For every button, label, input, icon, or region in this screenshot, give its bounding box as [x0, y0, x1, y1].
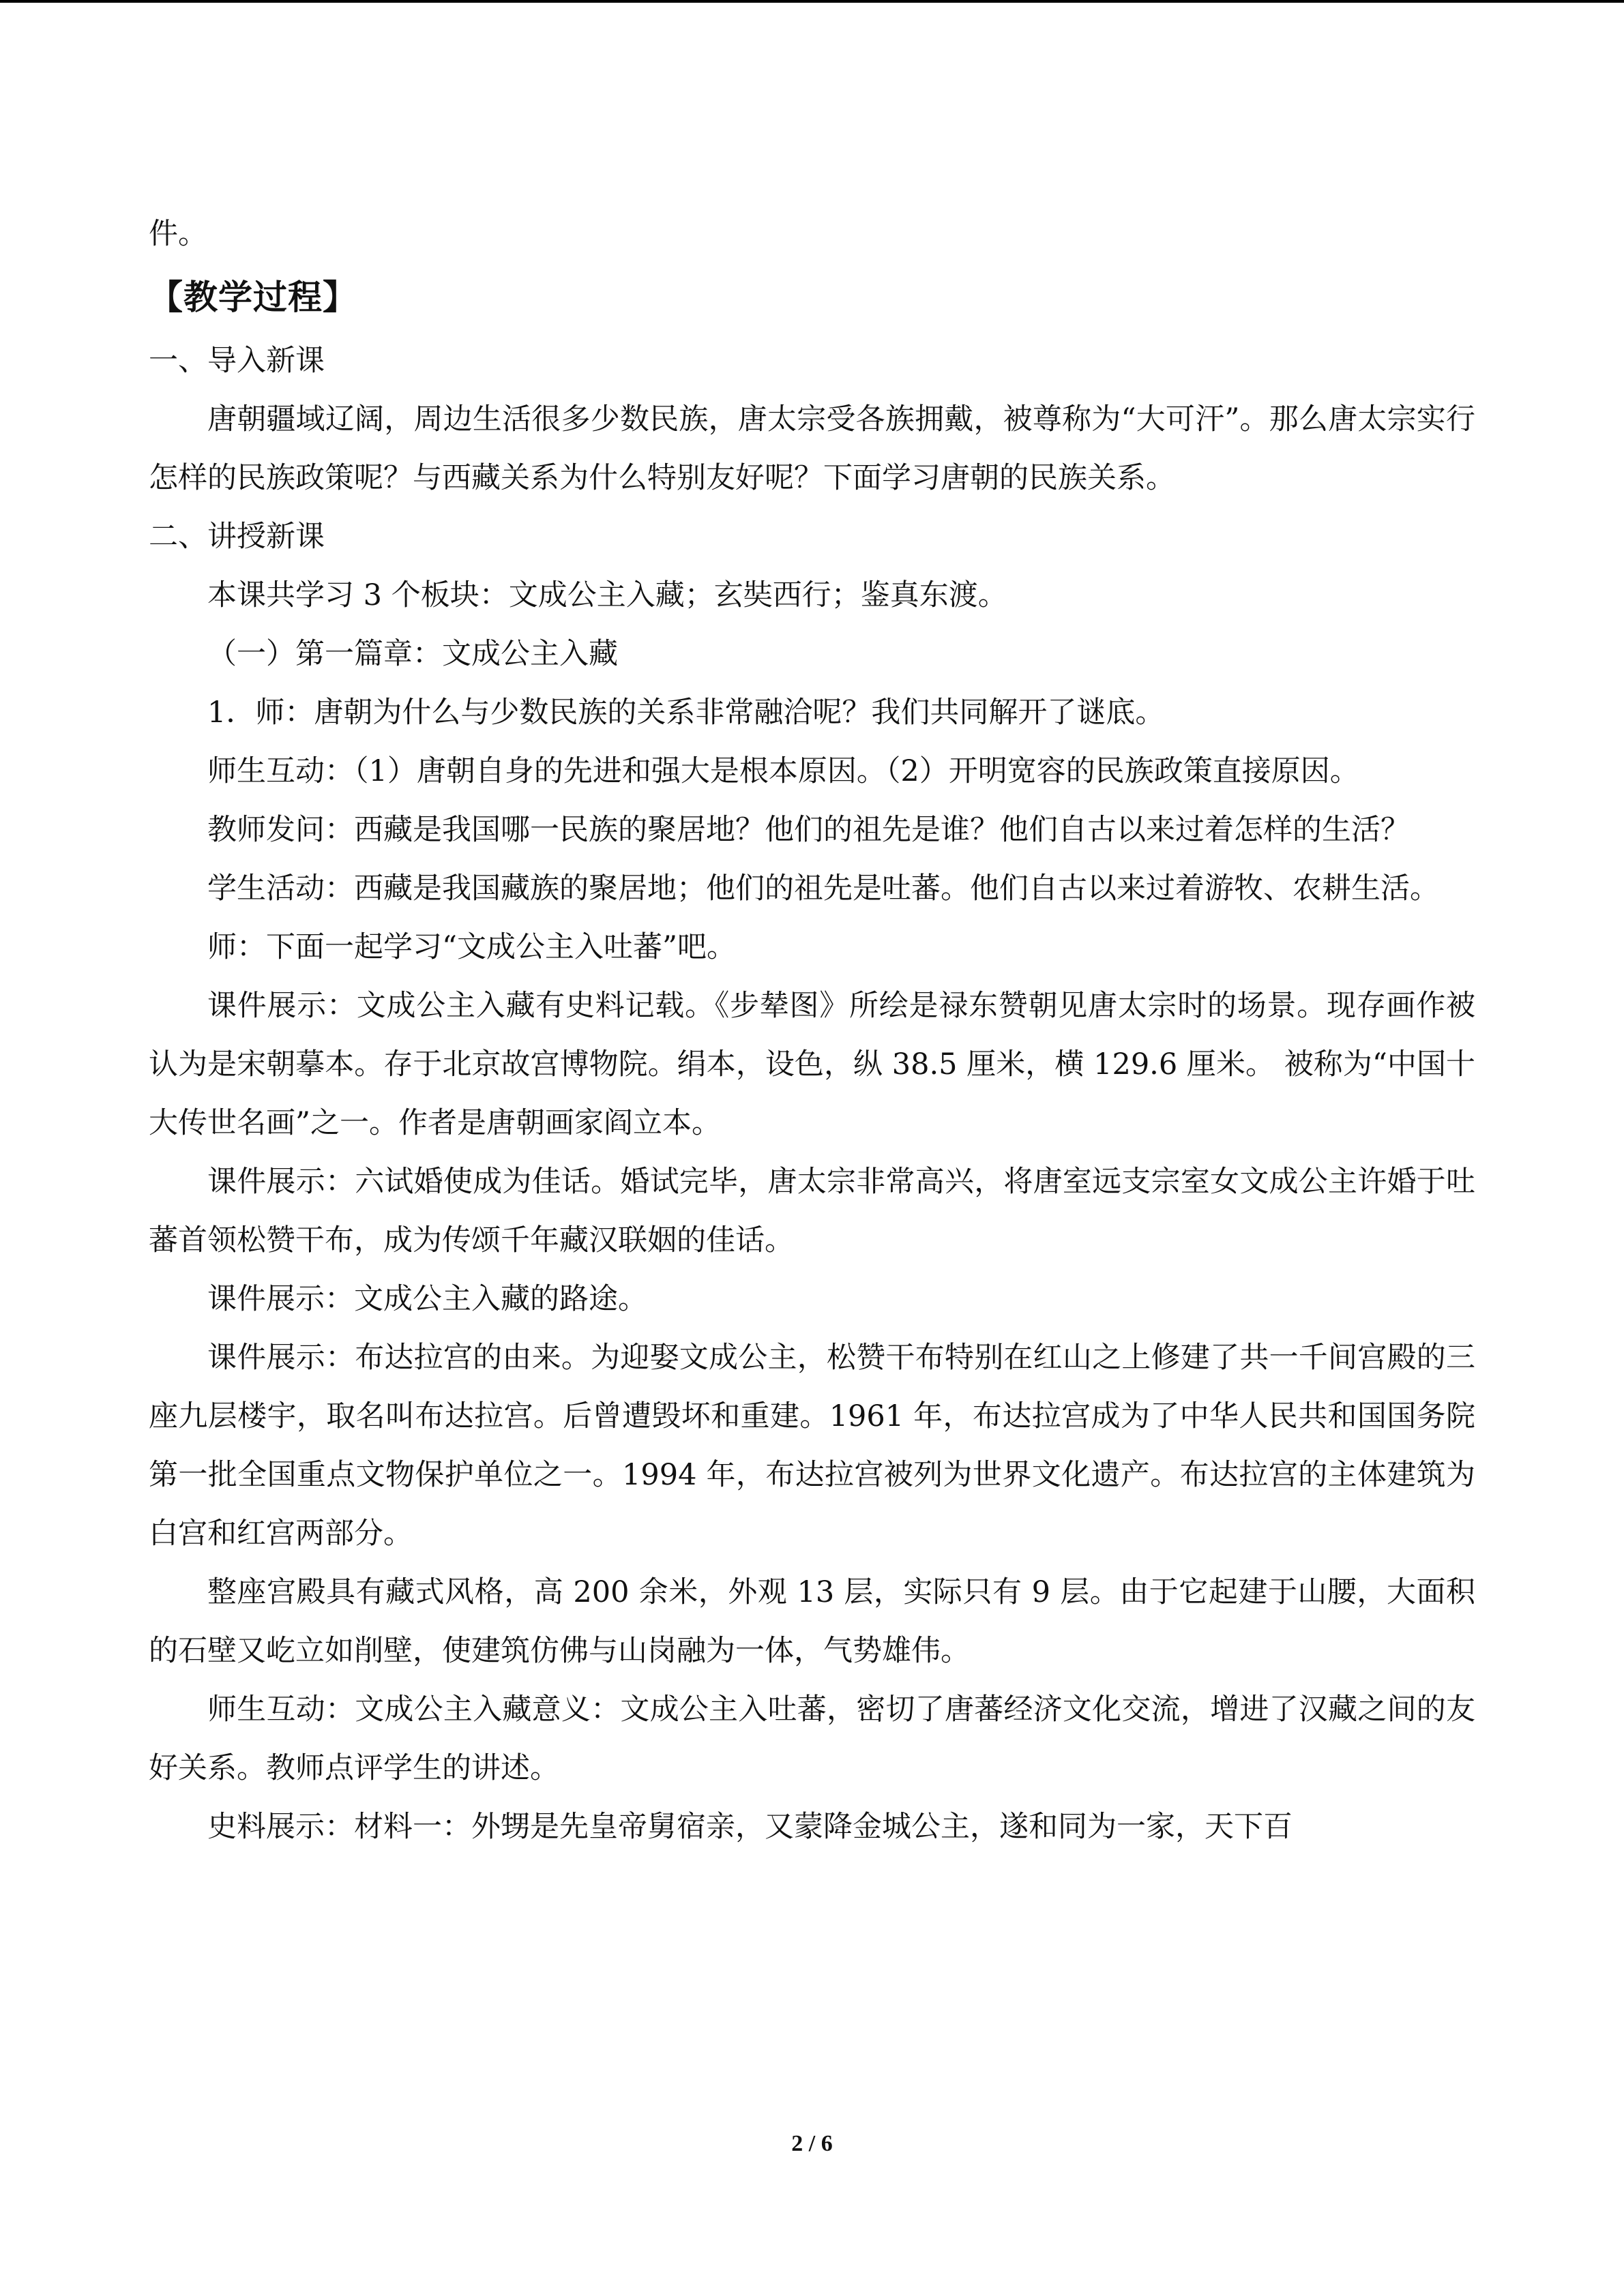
subheading-teach-new-lesson: 二、讲授新课 [149, 520, 325, 554]
paragraph-courseware-painting: 课件展示：文成公主入藏有史料记载。《步辇图》所绘是禄东赞朝见唐太宗时的场景。现存画作被认为是宋朝摹本。存于北京故宫博物院。绢本，设色，纵 38.5 厘米，横 129.6 厘米。 被称为“中国十大传世名画”之一。作者是唐朝画家阎立本。 [149, 989, 1475, 1140]
paragraph-intro: 唐朝疆域辽阔，周边生活很多少数民族，唐太宗受各族拥戴，被尊称为“大可汗”。那么唐太宗实行怎样的民族政策呢？与西藏关系为什么特别友好呢？下面学习唐朝的民族关系。 [149, 402, 1475, 495]
paragraph-courseware-marriage: 课件展示：六试婚使成为佳话。婚试完毕，唐太宗非常高兴，将唐室远支宗室女文成公主许婚于吐蕃首领松赞干布，成为传颂千年藏汉联姻的佳话。 [149, 1165, 1475, 1257]
page-number: 2 / 6 [791, 2131, 833, 2156]
document-body [149, 205, 1475, 1856]
paragraph-courseware-route: 课件展示：文成公主入藏的路途。 [207, 1282, 647, 1316]
paragraph-continuation: 件。 [149, 217, 207, 251]
paragraph-interaction-1: 师生互动：（1）唐朝自身的先进和强大是根本原因。（2）开明宽容的民族政策直接原因。 [207, 754, 1359, 788]
paragraph-student-activity: 学生活动：西藏是我国藏族的聚居地；他们的祖先是吐蕃。他们自古以来过着游牧、农耕生活。 [207, 871, 1439, 906]
subheading-chapter-one: （一）第一篇章：文成公主入藏 [207, 637, 618, 671]
paragraph-teacher-question-2: 教师发问：西藏是我国哪一民族的聚居地？他们的祖先是谁？他们自古以来过着怎样的生活？ [207, 813, 1410, 847]
subheading-intro-new-lesson: 一、导入新课 [149, 344, 325, 378]
top-border-line [0, 0, 1624, 3]
paragraph-teacher-transition: 师：下面一起学习“文成公主入吐蕃”吧。 [207, 930, 736, 964]
paragraph-potala-style: 整座宫殿具有藏式风格，高 200 余米，外观 13 层，实际只有 9 层。由于它起建于山腰，大面积的石壁又屹立如削壁，使建筑仿佛与山岗融为一体，气势雄伟。 [149, 1575, 1475, 1668]
paragraph-interaction-significance: 师生互动：文成公主入藏意义：文成公主入吐蕃，密切了唐蕃经济文化交流，增进了汉藏之间的友好关系。教师点评学生的讲述。 [149, 1693, 1475, 1785]
paragraph-historical-material: 史料展示：材料一：外甥是先皇帝舅宿亲，又蒙降金城公主，遂和同为一家，天下百 [207, 1810, 1293, 1844]
paragraph-lesson-overview: 本课共学习 3 个板块：文成公主入藏；玄奘西行；鉴真东渡。 [207, 578, 1007, 612]
paragraph-teacher-question-1: 1．师：唐朝为什么与少数民族的关系非常融洽呢？我们共同解开了谜底。 [207, 696, 1165, 730]
section-heading-teaching-process: 【教学过程】 [149, 278, 357, 317]
paragraph-courseware-potala: 课件展示：布达拉宫的由来。为迎娶文成公主，松赞干布特别在红山之上修建了共一千间宫殿的三座九层楼宇，取名叫布达拉宫。后曾遭毁坏和重建。1961 年，布达拉宫成为了中华人民共和国国务院第一批全国重点文物保护单位之一。1994 年，布达拉宫被列为世界文化遗产。布达拉宫的主体建筑为白宫和红宫两部分。 [149, 1341, 1475, 1551]
